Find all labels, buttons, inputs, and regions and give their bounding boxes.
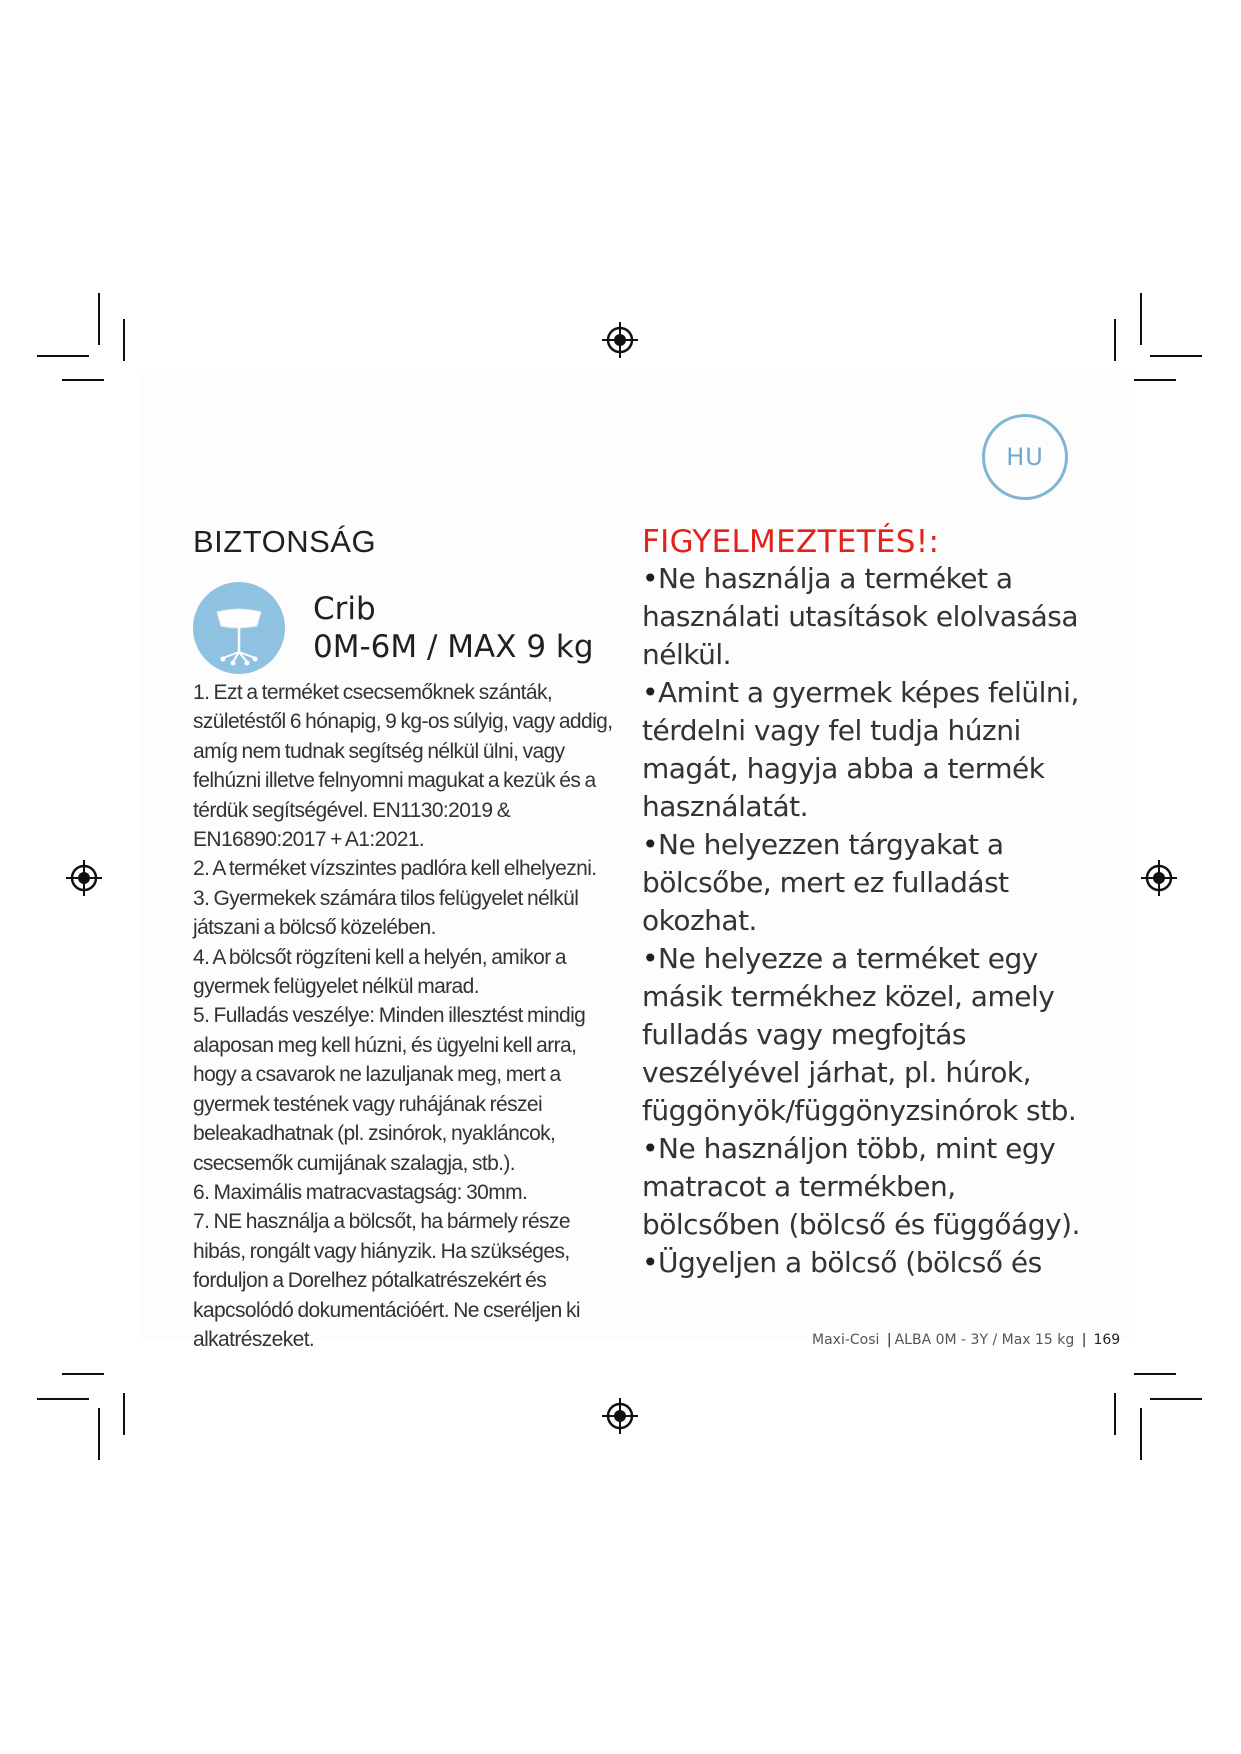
safety-item: 5. Fulladás veszélye: Minden illesztést mindig alaposan meg kell húzni, és ügyelni kell arra, hogy a csavarok ne lazuljanak meg, mert a gyermek testének vagy ruhájának részei beleakadhatnak (pl. zsinórok, nyakláncok, csecsemők cumijának szalagja, stb.).: [193, 1004, 586, 1175]
warning-item: • Amint a gyermek képes felülni, térdelni vagy fel tudja húzni magát, hagyja abba a termék használatát.: [642, 674, 1082, 826]
footer-brand: Maxi-Cosi: [812, 1332, 880, 1348]
crop-mark: [1150, 1398, 1202, 1400]
crop-mark: [62, 379, 104, 381]
crop-mark: [123, 1393, 125, 1435]
page-number: 169: [1093, 1332, 1121, 1348]
warning-title: FIGYELMEZTETÉS!:: [642, 524, 940, 560]
safety-item: 4. A bölcsőt rögzíteni kell a helyén, amikor a gyermek felügyelet nélkül marad.: [193, 945, 566, 999]
crop-mark: [98, 293, 100, 345]
product-name: Crib: [313, 591, 376, 627]
safety-item: 2. A terméket vízszintes padlóra kell elhelyezni.: [193, 857, 597, 881]
safety-item: 7. NE használja a bölcsőt, ha bármely része hibás, rongált vagy hiányzik. Ha szükséges, forduljon a Dorelhez pótalkatrészekért és kapcsolódó dokumentációért. Ne cseréljen ki alkatrészeket.: [193, 1210, 580, 1351]
crop-mark: [1140, 293, 1142, 345]
footer-max: / Max 15 kg: [992, 1332, 1075, 1348]
crop-mark: [37, 355, 89, 357]
language-badge: HU: [982, 414, 1068, 500]
crop-mark: [1114, 319, 1116, 361]
warning-item: • Ne helyezzen tárgyakat a bölcsőbe, mert ez fulladást okozhat.: [642, 826, 1082, 940]
registration-mark-icon: [602, 1398, 638, 1434]
warning-list: [642, 560, 1082, 1282]
registration-mark-icon: [602, 322, 638, 358]
crop-mark: [1140, 1408, 1142, 1460]
product-heading: [313, 590, 594, 666]
registration-mark-icon: [66, 860, 102, 896]
footer-separator: |: [1081, 1332, 1087, 1348]
registration-mark-icon: [1141, 860, 1177, 896]
crop-mark: [62, 1373, 104, 1375]
footer-separator: |: [886, 1332, 892, 1348]
warning-item: • Ne használja a terméket a használati utasítások elolvasása nélkül.: [642, 560, 1082, 674]
footer-model: ALBA 0M - 3Y: [894, 1332, 988, 1348]
crop-mark: [1114, 1393, 1116, 1435]
section-title: BIZTONSÁG: [193, 524, 377, 559]
product-range: 0M-6M / MAX 9 kg: [313, 629, 594, 665]
crib-icon: [193, 582, 285, 674]
safety-item: 3. Gyermekek számára tilos felügyelet nélkül játszani a bölcső közelében.: [193, 886, 579, 940]
crop-mark: [1150, 355, 1202, 357]
warning-item: • Ne használjon több, mint egy matracot a termékben, bölcsőben (bölcső és függőágy).: [642, 1130, 1082, 1244]
crop-mark: [37, 1398, 89, 1400]
safety-item: 6. Maximális matracvastagság: 30mm.: [193, 1180, 528, 1204]
crop-mark: [1134, 1373, 1176, 1375]
warning-item: • Ne helyezze a terméket egy másik termékhez közel, amely fulladás vagy megfojtás veszélyével járhat, pl. húrok, függönyök/függönyzsinórok stb.: [642, 940, 1082, 1130]
crop-mark: [123, 319, 125, 361]
crop-mark: [98, 1408, 100, 1460]
crop-mark: [1134, 379, 1176, 381]
safety-item: 1. Ezt a terméket csecsemőknek szánták, születéstől 6 hónapig, 9 kg-os súlyig, vagy addig, amíg nem tudnak segítség nélkül ülni, vagy felhúzni illetve felnyomni magukat a kezük és a térdük segítségével. EN1130:2019 & EN16890:2017 + A1:2021.: [193, 681, 613, 852]
safety-list: [193, 678, 618, 1354]
warning-item: • Ügyeljen a bölcső (bölcső és: [642, 1244, 1082, 1282]
page-footer: [812, 1332, 1120, 1348]
